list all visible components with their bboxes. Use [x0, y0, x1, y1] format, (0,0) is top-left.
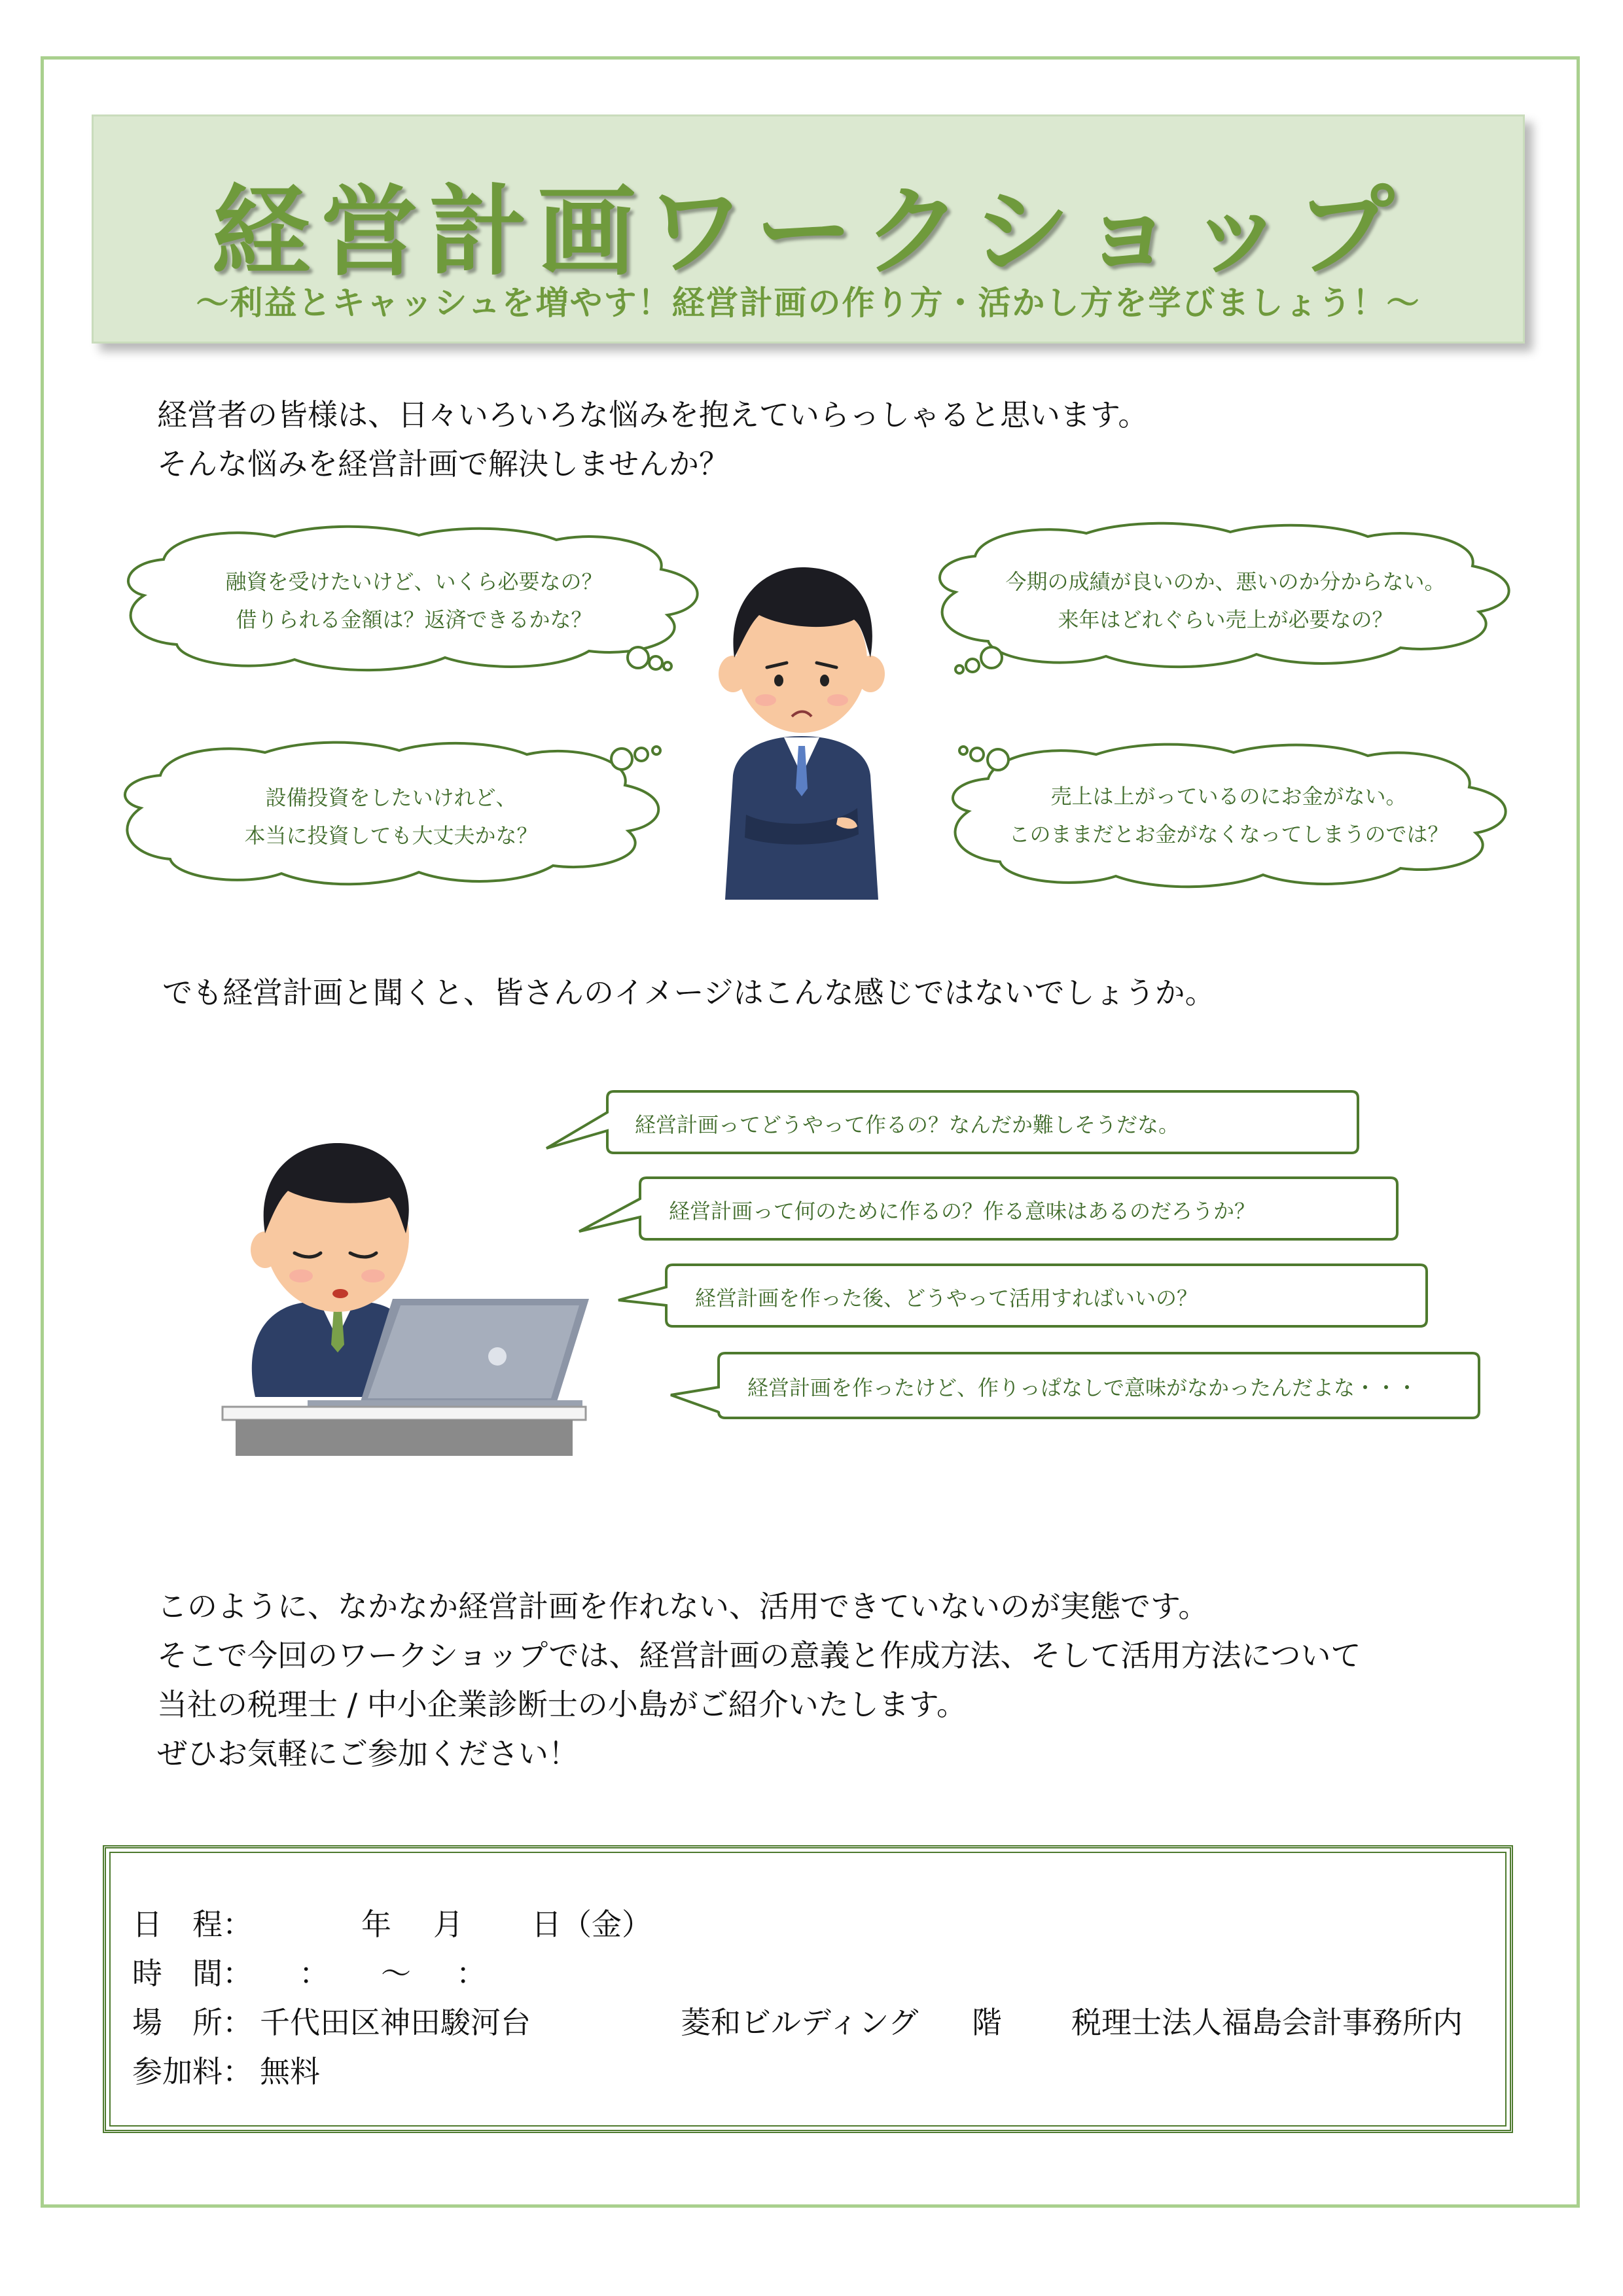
worry-2-line-1: 今期の成績が良いのか、悪いのか分からない。 [1005, 569, 1446, 594]
date-day: 日（金） [531, 1907, 652, 1942]
worry-cloud-3 [101, 736, 681, 893]
date-year: 年 [361, 1907, 391, 1942]
intro-paragraph [157, 391, 1148, 489]
image-2-text: 経営計画って何のために作るの？作る意味はあるのだろうか？ [669, 1199, 1256, 1224]
worry-1-line-1: 融資を受けたいけど、いくら必要なの？ [225, 569, 603, 594]
time-tilde: ～ [381, 1956, 411, 1991]
image-bubble-4 [668, 1348, 1482, 1423]
time-colon-2: ： [456, 1956, 486, 1991]
closing-line-4: ぜひお気軽にご参加ください！ [157, 1736, 579, 1771]
fee-label: 参加料： [132, 2054, 253, 2089]
worry-3-line-2: 本当に投資しても大丈夫かな？ [244, 823, 538, 848]
date-label: 日 程： [132, 1907, 253, 1942]
page-title: 経営計画ワークショップ [211, 175, 1405, 289]
worry-4-line-2: このままだとお金がなくなってしまうのでは？ [1008, 822, 1449, 847]
event-info-box [103, 1845, 1513, 2133]
page-subtitle: ～利益とキャッシュを増やす！経営計画の作り方・活かし方を学びましょう！～ [196, 284, 1421, 322]
image-1-text: 経営計画ってどうやって作るの？なんだか難しそうだな。 [635, 1112, 1180, 1137]
image-4-text: 経営計画を作ったけど、作りっぱなしで意味がなかったんだよな・・・ [747, 1375, 1418, 1400]
worried-businessman-illustration [707, 559, 897, 910]
intro-line-1: 経営者の皆様は、日々いろいろな悩みを抱えていらっしゃると思います。 [157, 397, 1149, 433]
worry-4-line-1: 売上は上がっているのにお金がない。 [1050, 784, 1407, 809]
transition-line: でも経営計画と聞くと、皆さんのイメージはこんな感じではないでしょうか。 [162, 975, 1215, 1010]
worry-3-line-1: 設備投資をしたいけれど、 [265, 785, 517, 810]
closing-line-3: 当社の税理士 / 中小企業診断士の小島がご紹介いたします。 [157, 1687, 967, 1722]
worry-cloud-4 [929, 736, 1528, 896]
image-bubble-1 [543, 1086, 1361, 1158]
date-month: 月 [433, 1907, 463, 1942]
worry-cloud-2 [916, 520, 1535, 677]
place-office: 税理士法人福島会計事務所内 [1071, 2005, 1463, 2040]
place-address: 千代田区神田駿河台 [260, 2005, 531, 2040]
time-colon-1: ： [299, 1956, 329, 1991]
closing-line-2: そこで今回のワークショップでは、経営計画の意義と作成方法、そして活用方法について [157, 1638, 1361, 1673]
place-label: 場 所： [132, 2005, 253, 2040]
image-bubble-2 [576, 1173, 1400, 1245]
place-building: 菱和ビルディング [681, 2005, 919, 2040]
image-bubble-3 [615, 1260, 1430, 1332]
image-3-text: 経営計画を作った後、どうやって活用すればいいの？ [695, 1286, 1198, 1311]
place-floor: 階 [972, 2005, 1002, 2040]
worry-cloud-1 [105, 523, 723, 680]
intro-line-2: そんな悩みを経営計画で解決しませんか？ [157, 446, 729, 482]
worry-2-line-2: 来年はどれぐらい売上が必要なの？ [1058, 607, 1393, 632]
fee-value: 無料 [260, 2054, 320, 2089]
closing-line-1: このように、なかなか経営計画を作れない、活用できていないのが実態です。 [157, 1589, 1209, 1624]
closing-paragraph [157, 1582, 1361, 1778]
transition-paragraph [162, 968, 1215, 1017]
worry-1-line-2: 借りられる金額は？返済できるかな？ [236, 607, 592, 632]
time-label: 時 間： [132, 1956, 253, 1991]
tired-businessman-laptop-illustration [216, 1142, 596, 1462]
title-banner [92, 115, 1525, 344]
